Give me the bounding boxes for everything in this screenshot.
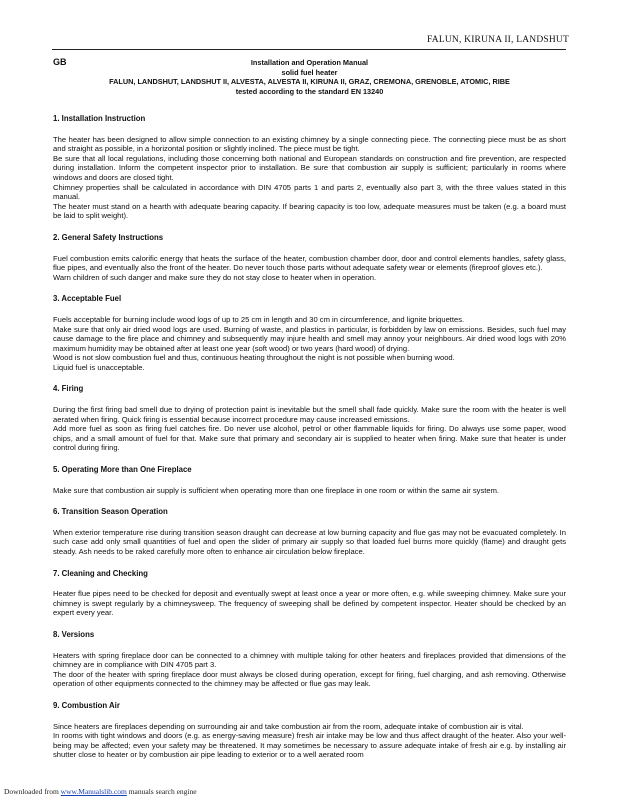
section-paragraph: Warn children of such danger and make sure they do not stay close to heater when in operation.: [53, 272, 377, 282]
section-paragraph: Chimney properties shall be calculated in accordance with DIN 4705 parts 1 and parts 2, eventually also part 3, with the three values stated in this manual.: [53, 182, 566, 202]
footer-prefix: Downloaded from: [4, 787, 61, 796]
running-head: FALUN, KIRUNA II, LANDSHUT: [427, 35, 569, 45]
section-paragraph: Since heaters are fireplaces depending on surrounding air and take combustion air from the room, adequate intake of combustion air is vital.: [53, 721, 524, 731]
section-paragraph: The door of the heater with spring fireplace door must always be closed during operation, except for firing, fuel charging, and ash removing. Otherwise operation of other equipments connected to the chimney may be affected or flue gas may leak.: [53, 669, 566, 689]
header-rule: [52, 49, 566, 50]
section-title: 4. Firing: [53, 384, 84, 394]
section-paragraph: The heater must stand on a hearth with adequate bearing capacity. If bearing capacity is too low, adequate measures must be taken (e.g. a board must be laid to split weight).: [53, 201, 566, 221]
sections-container: [53, 114, 566, 760]
section-title: 3. Acceptable Fuel: [53, 294, 122, 304]
section-title: 2. General Safety Instructions: [53, 232, 164, 242]
footer-suffix: manuals search engine: [126, 787, 197, 796]
download-footer: [4, 787, 197, 796]
section-paragraph: Make sure that combustion air supply is sufficient when operating more than one fireplace in one room or within the same air system.: [53, 485, 500, 495]
section: [53, 630, 566, 689]
section-paragraph: Fuels acceptable for burning include wood logs of up to 25 cm in length and 30 cm in circumference, and lignite briquettes.: [53, 314, 465, 324]
section-paragraph: The heater has been designed to allow simple connection to an existing chimney by a single connecting piece. The connecting piece must be as short and straight as possible, in a horizontal position or slightly inclined. The piece must be tight.: [53, 134, 566, 154]
page-content: [53, 57, 566, 800]
section-paragraph: Add more fuel as soon as firing fuel catches fire. Do never use alcohol, petrol or other flammable liquids for firing. Do always use some paper, wood chips, and a small amount of fuel for that. Make sure that primary and secondary air is supplied to heater when firing. Make sure that heater is under control during firing.: [53, 424, 566, 453]
section: [53, 569, 566, 618]
standard-note: tested according to the standard EN 13240: [235, 86, 384, 96]
section: [53, 384, 566, 453]
section-title: 5. Operating More than One Fireplace: [53, 465, 192, 475]
model-list: FALUN, LANDSHUT, LANDSHUT II, ALVESTA, ALVESTA II, KIRUNA II, GRAZ, CREMONA, GRENOBLE, ATOMIC, RIBE: [109, 77, 510, 86]
section-title: 7. Cleaning and Checking: [53, 568, 148, 578]
section: [53, 701, 566, 760]
section-paragraph: Fuel combustion emits calorific energy that heats the surface of the heater, combustion chamber door, door and control elements handles, safety glass, flue pipes, and eventually also the front of the heater. Do never touch those parts without adequate safety wear or elements (fireproof gloves etc.).: [53, 253, 566, 273]
section-paragraph: Heaters with spring fireplace door can be connected to a chimney with multiple taking for other heaters and fireplaces provided that dimensions of the chimney are in compliance with DIN 4705 part 3.: [53, 650, 566, 670]
section-paragraph: Be sure that all local regulations, including those concerning both national and European standards on construction and fire prevention, are respected during installation. Inform the competent inspector prior to installation. Be sure that combustion air supply is sufficient; particularly in rooms where windows and doors are closed tight.: [53, 153, 566, 182]
document-subtitle: solid fuel heater: [281, 67, 338, 77]
section-paragraph: Wood is not slow combustion fuel and thus, continuous heating throughout the night is not possible when burning wood.: [53, 353, 455, 363]
section: [53, 465, 566, 495]
section-paragraph: During the first firing bad smell due to drying of protection paint is inevitable but the smell shall fade quickly. Make sure the room with the heater is well aerated when firing. Quick firing is essential because incorrect procedure may cause increased emissions.: [53, 405, 566, 424]
manualslib-link[interactable]: www.Manualslib.com: [60, 787, 127, 796]
content-clip: [53, 57, 566, 800]
document-header: [53, 58, 566, 102]
document-title: Installation and Operation Manual: [250, 58, 369, 67]
section-title: 1. Installation Instruction: [53, 114, 146, 123]
section-paragraph: Make sure that only air dried wood logs are used. Burning of waste, and plastics in particular, is forbidden by law on emissions. Besides, such fuel may cause damage to the fire place and chimney and subsequently may injure health and smell may annoy your neighbours. Air dried wood logs with 20% maximum humidity may be obtained after at least one year (soft wood) or two years (hard wood) of drying.: [53, 324, 566, 353]
section-title: 9. Combustion Air: [53, 700, 120, 710]
language-code: GB: [53, 57, 67, 67]
section-paragraph: Heater flue pipes need to be checked for deposit and eventually swept at least once a year or more often, e.g. while sweeping chimney. Make sure your chimney is swept regularly by a chimneysweep. The frequency of sweeping shall be defined by competent inspector. Heater should be checked by an expert every year.: [53, 589, 566, 618]
section-title: 6. Transition Season Operation: [53, 507, 168, 517]
section-title: 8. Versions: [53, 629, 95, 639]
section: [53, 294, 566, 372]
section: [53, 233, 566, 282]
section-paragraph: In rooms with tight windows and doors (e.g. as energy-saving measure) fresh air intake may be low and thus affect draught of the heater. Also your well-being may be affected; even your safety may be threatened. It may sometimes be necessary to assure adequate intake of fresh air e.g. by installing air shutter close to heater or by combustion air pipe leading to exterior or to a well aerated room: [53, 731, 566, 760]
section-paragraph: When exterior temperature rise during transition season draught can decrease at low burning capacity and flue gas may not be evacuated completely. In such case add only small quantities of fuel and open the slider of primary air supply so that loaded fuel burns more quickly (flame) and draught gets steady. Ash needs to be raked carefully more often to enhance air circulation below fireplace.: [53, 527, 566, 556]
section: [53, 114, 566, 221]
section-paragraph: Liquid fuel is unacceptable.: [53, 362, 145, 372]
section: [53, 507, 566, 556]
